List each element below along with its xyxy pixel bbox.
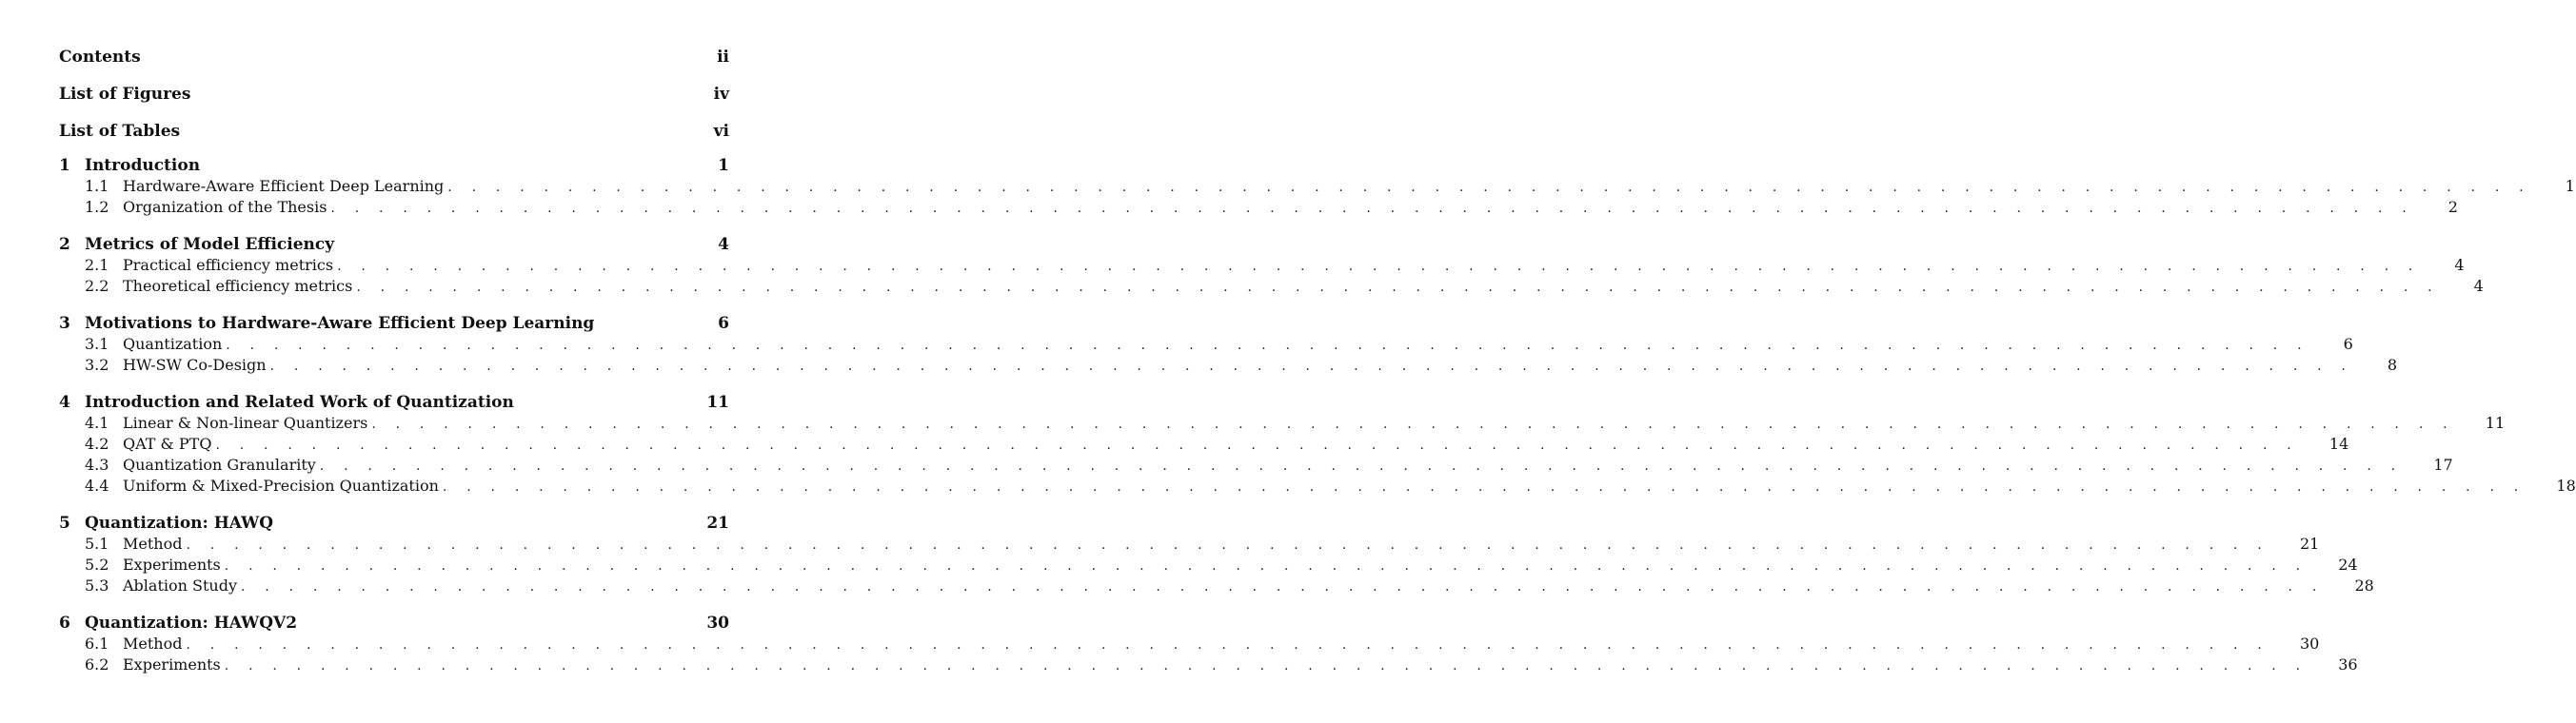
- dot-leader: . . . . . . . . . . . . . . . . . . . . . . . . . . . . . . . . . . . . . . . . . . . . . . . . . . . . . . . . . . . . . . . . . . . . . . . . . . . . . . . . . . . . . . .: [447, 180, 2531, 195]
- chapter-title: Introduction: [85, 156, 201, 175]
- section-entry[interactable]: [59, 576, 2374, 596]
- toc-entry-page: iv: [713, 85, 729, 104]
- dot-leader: . . . . . . . . . . . . . . . . . . . . . . . . . . . . . . . . . . . . . . . . . . . . . . . . . . . . . . . . . . . . . . . . . . . . . . . . . . . . . . . . . . . . . . .: [186, 637, 2269, 653]
- section-title: Quantization: [123, 335, 223, 353]
- section-title: HW-SW Co-Design: [123, 356, 267, 374]
- section-entry[interactable]: [59, 634, 2320, 655]
- dot-leader: . . . . . . . . . . . . . . . . . . . . . . . . . . . . . . . . . . . . . . . . . . . . . . . . . . . . . . . . . . . . . . . . . . . . . . . . . . . . . . . . . . . . . . .: [319, 459, 2404, 474]
- section-page: 30: [2299, 635, 2320, 653]
- section-page: 36: [2338, 655, 2358, 674]
- section-entry[interactable]: [59, 455, 2453, 476]
- section-entry[interactable]: [59, 655, 2358, 675]
- section-number: 4.3: [85, 456, 109, 474]
- toc-entry-title: List of Tables: [59, 122, 181, 141]
- chapter-number: 6: [59, 614, 70, 633]
- section-number: 4.2: [85, 435, 109, 453]
- toc-entry-title: Contents: [59, 48, 141, 67]
- section-number: 5.2: [85, 556, 109, 574]
- chapter-6: [59, 613, 2358, 675]
- section-number: 5.3: [85, 576, 109, 595]
- chapter-page: 4: [718, 235, 729, 254]
- section-number: 6.2: [85, 655, 109, 674]
- section-number: 3.2: [85, 356, 109, 374]
- section-page: 17: [2433, 456, 2453, 474]
- section-page: 21: [2299, 535, 2320, 553]
- section-page: 2: [2447, 198, 2458, 216]
- toc-entry-page: vi: [713, 122, 729, 141]
- section-page: 4: [2454, 256, 2465, 274]
- section-title: QAT & PTQ: [123, 435, 212, 453]
- chapter-heading[interactable]: [59, 313, 729, 334]
- section-entry[interactable]: [59, 334, 2353, 355]
- chapter-title: Introduction and Related Work of Quantization: [85, 393, 514, 412]
- section-number: 6.1: [85, 635, 109, 653]
- chapter-title: Quantization: HAWQ: [85, 514, 274, 533]
- dot-leader: . . . . . . . . . . . . . . . . . . . . . . . . . . . . . . . . . . . . . . . . . . . . . . . . . . . . . . . . . . . . . . . . . . . . . . . . . . . . . . . . . . . . . . .: [356, 280, 2440, 295]
- section-entry[interactable]: [59, 176, 2575, 197]
- section-entry[interactable]: [59, 197, 2458, 218]
- section-title: Experiments: [123, 556, 221, 574]
- chapter-number: 1: [59, 156, 70, 175]
- toc-entry-contents[interactable]: [59, 44, 729, 81]
- section-number: 1.1: [85, 177, 109, 195]
- chapter-2: [59, 234, 2484, 297]
- chapter-title: Quantization: HAWQV2: [85, 614, 298, 633]
- chapter-number: 2: [59, 235, 70, 254]
- table-of-contents: [59, 44, 2576, 692]
- section-number: 5.1: [85, 535, 109, 553]
- section-title: Theoretical efficiency metrics: [123, 277, 353, 295]
- section-number: 3.1: [85, 335, 109, 353]
- section-entry[interactable]: [59, 255, 2465, 276]
- section-number: 4.4: [85, 477, 109, 495]
- chapter-number: 5: [59, 514, 70, 533]
- toc-entry-title: List of Figures: [59, 85, 191, 104]
- dot-leader: . . . . . . . . . . . . . . . . . . . . . . . . . . . . . . . . . . . . . . . . . . . . . . . . . . . . . . . . . . . . . . . . . . . . . . . . . . . . . . . . . . . . . . .: [215, 438, 2299, 453]
- chapter-title: Motivations to Hardware-Aware Efficient Deep Learning: [85, 314, 595, 333]
- chapter-page: 11: [706, 393, 729, 412]
- toc-entry-list-of-tables[interactable]: [59, 118, 729, 155]
- chapter-3: [59, 313, 2398, 376]
- dot-leader: . . . . . . . . . . . . . . . . . . . . . . . . . . . . . . . . . . . . . . . . . . . . . . . . . . . . . . . . . . . . . . . . . . . . . . . . . . . . . . . . . . . . . . .: [337, 259, 2421, 274]
- section-page: 4: [2473, 277, 2484, 295]
- section-title: Method: [123, 535, 183, 553]
- section-title: Hardware-Aware Efficient Deep Learning: [123, 177, 445, 195]
- chapter-page: 30: [706, 614, 729, 633]
- section-page: 11: [2485, 414, 2506, 432]
- chapter-5: [59, 513, 2374, 596]
- chapter-list: [59, 155, 2576, 675]
- section-title: Uniform & Mixed-Precision Quantization: [123, 477, 439, 495]
- section-number: 4.1: [85, 414, 109, 432]
- dot-leader: . . . . . . . . . . . . . . . . . . . . . . . . . . . . . . . . . . . . . . . . . . . . . . . . . . . . . . . . . . . . . . . . . . . . . . . . . . . . . . . . . . . . . . .: [224, 658, 2308, 674]
- dot-leader: . . . . . . . . . . . . . . . . . . . . . . . . . . . . . . . . . . . . . . . . . . . . . . . . . . . . . . . . . . . . . . . . . . . . . . . . . . . . . . . . . . . . . . .: [371, 417, 2455, 432]
- chapter-number: 4: [59, 393, 70, 412]
- chapter-number: 3: [59, 314, 70, 333]
- section-entry[interactable]: [59, 413, 2506, 434]
- chapter-page: 21: [706, 514, 729, 533]
- section-title: Ablation Study: [123, 576, 237, 595]
- section-page: 6: [2343, 335, 2353, 353]
- section-number: 1.2: [85, 198, 109, 216]
- chapter-page: 1: [718, 156, 729, 175]
- section-title: Experiments: [123, 655, 221, 674]
- chapter-1: [59, 155, 2575, 218]
- section-entry[interactable]: [59, 276, 2484, 297]
- dot-leader: . . . . . . . . . . . . . . . . . . . . . . . . . . . . . . . . . . . . . . . . . . . . . . . . . . . . . . . . . . . . . . . . . . . . . . . . . . . . . . . . . . . . . . .: [186, 537, 2269, 553]
- dot-leader: . . . . . . . . . . . . . . . . . . . . . . . . . . . . . . . . . . . . . . . . . . . . . . . . . . . . . . . . . . . . . . . . . . . . . . . . . . . . . . . . . . . . . . .: [226, 338, 2309, 353]
- chapter-heading[interactable]: [59, 513, 729, 534]
- dot-leader: . . . . . . . . . . . . . . . . . . . . . . . . . . . . . . . . . . . . . . . . . . . . . . . . . . . . . . . . . . . . . . . . . . . . . . . . . . . . . . . . . . . . . . .: [442, 479, 2526, 495]
- section-title: Organization of the Thesis: [123, 198, 327, 216]
- dot-leader: . . . . . . . . . . . . . . . . . . . . . . . . . . . . . . . . . . . . . . . . . . . . . . . . . . . . . . . . . . . . . . . . . . . . . . . . . . . . . . . . . . . . . . .: [269, 359, 2354, 374]
- section-entry[interactable]: [59, 476, 2576, 497]
- section-page: 18: [2556, 477, 2576, 495]
- section-number: 2.2: [85, 277, 109, 295]
- section-title: Method: [123, 635, 183, 653]
- chapter-heading[interactable]: [59, 234, 729, 255]
- section-title: Linear & Non-linear Quantizers: [123, 414, 368, 432]
- front-matter: [59, 44, 729, 155]
- toc-entry-list-of-figures[interactable]: [59, 81, 729, 118]
- chapter-page: 6: [718, 314, 729, 333]
- chapter-heading[interactable]: [59, 155, 729, 176]
- dot-leader: . . . . . . . . . . . . . . . . . . . . . . . . . . . . . . . . . . . . . . . . . . . . . . . . . . . . . . . . . . . . . . . . . . . . . . . . . . . . . . . . . . . . . . .: [224, 558, 2308, 574]
- section-page: 1: [2565, 177, 2575, 195]
- chapter-4: [59, 392, 2576, 497]
- section-number: 2.1: [85, 256, 109, 274]
- section-entry[interactable]: [59, 534, 2320, 555]
- chapter-heading[interactable]: [59, 613, 729, 634]
- section-page: 8: [2387, 356, 2398, 374]
- section-entry[interactable]: [59, 355, 2398, 376]
- dot-leader: . . . . . . . . . . . . . . . . . . . . . . . . . . . . . . . . . . . . . . . . . . . . . . . . . . . . . . . . . . . . . . . . . . . . . . . . . . . . . . . . . . . . . . .: [330, 201, 2414, 216]
- section-title: Practical efficiency metrics: [123, 256, 334, 274]
- section-page: 28: [2354, 576, 2374, 595]
- chapter-title: Metrics of Model Efficiency: [85, 235, 335, 254]
- dot-leader: . . . . . . . . . . . . . . . . . . . . . . . . . . . . . . . . . . . . . . . . . . . . . . . . . . . . . . . . . . . . . . . . . . . . . . . . . . . . . . . . . . . . . . .: [241, 579, 2325, 595]
- section-entry[interactable]: [59, 555, 2358, 576]
- section-title: Quantization Granularity: [123, 456, 316, 474]
- section-entry[interactable]: [59, 434, 2349, 455]
- chapter-heading[interactable]: [59, 392, 729, 413]
- section-page: 24: [2338, 556, 2358, 574]
- section-page: 14: [2328, 435, 2349, 453]
- toc-entry-page: ii: [717, 48, 729, 67]
